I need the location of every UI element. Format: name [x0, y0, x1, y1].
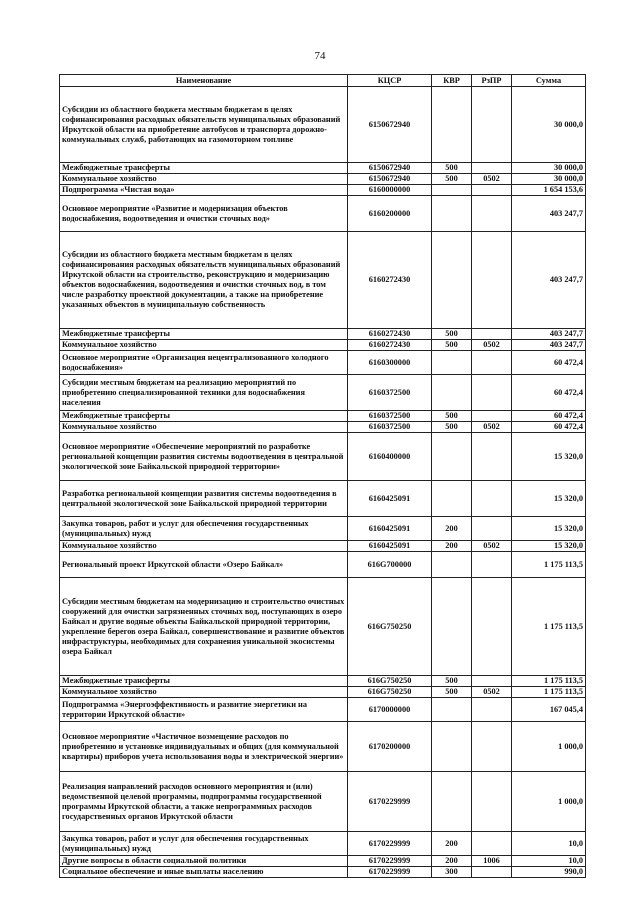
table-row: [60, 433, 586, 481]
cell-sum: 30 000,0: [512, 163, 586, 174]
table-row: [60, 329, 586, 340]
cell-kcsr: 6160300000: [348, 351, 432, 375]
cell-kcsr: 6160200000: [348, 196, 432, 232]
cell-kcsr: 6150672940: [348, 163, 432, 174]
page-number: 74: [314, 50, 326, 62]
cell-name: Коммунальное хозяйство: [60, 687, 348, 698]
table-row: [60, 87, 586, 163]
cell-name: Другие вопросы в области социальной политики: [60, 856, 348, 867]
cell-rzpr: [472, 552, 512, 578]
table-row: [60, 578, 586, 676]
cell-sum: 1 175 113,5: [512, 687, 586, 698]
cell-rzpr: [472, 411, 512, 422]
cell-name: Закупка товаров, работ и услуг для обеспечения государственных (муниципальных) нужд: [60, 832, 348, 856]
table-row: [60, 722, 586, 772]
cell-kvr: 300: [432, 867, 472, 878]
table-row: [60, 832, 586, 856]
table-row: [60, 422, 586, 433]
table-body: [60, 87, 586, 878]
cell-sum: 30 000,0: [512, 87, 586, 163]
cell-kcsr: 616G750250: [348, 578, 432, 676]
cell-kvr: [432, 185, 472, 196]
cell-rzpr: [472, 772, 512, 832]
cell-kcsr: 6160272430: [348, 232, 432, 329]
cell-sum: 60 472,4: [512, 422, 586, 433]
cell-kcsr: 6160372500: [348, 411, 432, 422]
cell-sum: 1 654 153,6: [512, 185, 586, 196]
cell-rzpr: 1006: [472, 856, 512, 867]
cell-kcsr: 6160372500: [348, 375, 432, 411]
cell-sum: 10,0: [512, 832, 586, 856]
cell-sum: 403 247,7: [512, 232, 586, 329]
cell-kvr: [432, 232, 472, 329]
cell-kvr: [432, 772, 472, 832]
cell-sum: 403 247,7: [512, 340, 586, 351]
cell-kcsr: 616G750250: [348, 687, 432, 698]
cell-rzpr: 0502: [472, 422, 512, 433]
cell-kcsr: 6170229999: [348, 856, 432, 867]
cell-name: Межбюджетные трансферты: [60, 329, 348, 340]
cell-rzpr: 0502: [472, 541, 512, 552]
cell-kcsr: 6160425091: [348, 541, 432, 552]
cell-kcsr: 6150672940: [348, 174, 432, 185]
cell-sum: 10,0: [512, 856, 586, 867]
cell-name: Закупка товаров, работ и услуг для обеспечения государственных (муниципальных) нужд: [60, 517, 348, 541]
cell-rzpr: [472, 163, 512, 174]
cell-rzpr: [472, 351, 512, 375]
cell-kvr: 500: [432, 174, 472, 185]
cell-name: Коммунальное хозяйство: [60, 541, 348, 552]
cell-kcsr: 6160000000: [348, 185, 432, 196]
header-kcsr: КЦСР: [348, 75, 432, 87]
cell-name: Субсидии из областного бюджета местным бюджетам в целях софинансирования расходных обязательств муниципальных образований Иркутской области на приобретение автобусов и транспорта дорожно-коммунальных служб, работающих на газомоторном топливе: [60, 87, 348, 163]
cell-rzpr: [472, 832, 512, 856]
cell-name: Основное мероприятие «Обеспечение мероприятий по разработке региональной концепции развития системы водоотведения в центральной экологической зоне Байкальской природной территории»: [60, 433, 348, 481]
cell-rzpr: [472, 329, 512, 340]
table-row: [60, 698, 586, 722]
cell-sum: 1 175 113,5: [512, 676, 586, 687]
cell-sum: 403 247,7: [512, 196, 586, 232]
header-rzpr: РзПР: [472, 75, 512, 87]
table-row: [60, 196, 586, 232]
cell-name: Основное мероприятие «Частичное возмещение расходов по приобретению и установке индивидуальных и общих (для коммунальной квартиры) приборов учета использования воды и электрической энергии»: [60, 722, 348, 772]
table-row: [60, 772, 586, 832]
table-row: [60, 856, 586, 867]
cell-rzpr: [472, 867, 512, 878]
cell-sum: 60 472,4: [512, 411, 586, 422]
cell-rzpr: [472, 232, 512, 329]
cell-sum: 1 000,0: [512, 772, 586, 832]
cell-kcsr: 6160272430: [348, 329, 432, 340]
cell-kvr: 500: [432, 687, 472, 698]
cell-rzpr: [472, 375, 512, 411]
cell-sum: 60 472,4: [512, 351, 586, 375]
cell-rzpr: 0502: [472, 687, 512, 698]
cell-kcsr: 616G750250: [348, 676, 432, 687]
cell-rzpr: [472, 185, 512, 196]
cell-kvr: 500: [432, 422, 472, 433]
cell-name: Субсидии из областного бюджета местным бюджетам в целях софинансирования расходных обязательств муниципальных образований Иркутской области на строительство, реконструкцию и модернизацию объектов водоснабжения, водоотведения и очистки сточных вод, в том числе разработку проектной документации, а также на приобретение указанных объектов в муниципальную собственность: [60, 232, 348, 329]
cell-name: Региональный проект Иркутской области «Озеро Байкал»: [60, 552, 348, 578]
cell-name: Межбюджетные трансферты: [60, 676, 348, 687]
cell-kvr: 200: [432, 832, 472, 856]
cell-kvr: [432, 722, 472, 772]
cell-rzpr: [472, 196, 512, 232]
cell-sum: 60 472,4: [512, 375, 586, 411]
cell-sum: 167 045,4: [512, 698, 586, 722]
cell-sum: 30 000,0: [512, 174, 586, 185]
cell-kcsr: 6160425091: [348, 481, 432, 517]
table-row: [60, 687, 586, 698]
cell-name: Коммунальное хозяйство: [60, 340, 348, 351]
cell-name: Субсидии местным бюджетам на модернизацию и строительство очистных сооружений для очистки загрязненных сточных вод, поступающих в озеро Байкал и другие водные объекты Байкальской природной территории, укрепление берегов озера Байкал, совершенствование и развитие объектов инфраструктуры, необходимых для сохранения уникальной экосистемы озера Байкал: [60, 578, 348, 676]
table-header-row: [60, 75, 586, 87]
table-row: [60, 552, 586, 578]
cell-kcsr: 6170229999: [348, 772, 432, 832]
cell-rzpr: [472, 578, 512, 676]
table-row: [60, 174, 586, 185]
cell-sum: 990,0: [512, 867, 586, 878]
cell-name: Коммунальное хозяйство: [60, 174, 348, 185]
cell-kcsr: 6170200000: [348, 722, 432, 772]
cell-name: Коммунальное хозяйство: [60, 422, 348, 433]
cell-sum: 1 175 113,5: [512, 578, 586, 676]
cell-kcsr: 6170229999: [348, 832, 432, 856]
cell-kcsr: 6170000000: [348, 698, 432, 722]
table-row: [60, 676, 586, 687]
cell-kvr: 200: [432, 541, 472, 552]
table-row: [60, 340, 586, 351]
cell-kvr: 200: [432, 856, 472, 867]
cell-kvr: 200: [432, 517, 472, 541]
header-kvr: КВР: [432, 75, 472, 87]
cell-kvr: 500: [432, 676, 472, 687]
cell-kvr: [432, 578, 472, 676]
cell-kvr: [432, 433, 472, 481]
table-row: [60, 375, 586, 411]
cell-name: Межбюджетные трансферты: [60, 411, 348, 422]
cell-name: Основное мероприятие «Организация нецентрализованного холодного водоснабжения»: [60, 351, 348, 375]
cell-kcsr: 6150672940: [348, 87, 432, 163]
header-sum: Сумма: [512, 75, 586, 87]
table-row: [60, 411, 586, 422]
cell-name: Реализация направлений расходов основного мероприятия и (или) ведомственной целевой программы, подпрограммы государственной программы Иркутской области, а также непрограммных расходов государственных органов Иркутской области: [60, 772, 348, 832]
cell-name: Социальное обеспечение и иные выплаты населению: [60, 867, 348, 878]
header-name: Наименование: [60, 75, 348, 87]
cell-kvr: [432, 698, 472, 722]
cell-rzpr: [472, 698, 512, 722]
cell-kvr: 500: [432, 411, 472, 422]
budget-table: [59, 74, 586, 878]
table-row: [60, 163, 586, 174]
table-row: [60, 481, 586, 517]
table-row: [60, 867, 586, 878]
cell-kcsr: 6160400000: [348, 433, 432, 481]
cell-sum: 15 320,0: [512, 433, 586, 481]
cell-name: Подпрограмма «Чистая вода»: [60, 185, 348, 196]
cell-sum: 1 175 113,5: [512, 552, 586, 578]
cell-kvr: [432, 196, 472, 232]
cell-kvr: [432, 351, 472, 375]
cell-rzpr: [472, 722, 512, 772]
cell-kcsr: 6160272430: [348, 340, 432, 351]
cell-kvr: [432, 552, 472, 578]
cell-sum: 1 000,0: [512, 722, 586, 772]
cell-rzpr: [472, 481, 512, 517]
table-row: [60, 185, 586, 196]
cell-name: Разработка региональной концепции развития системы водоотведения в центральной экологической зоне Байкальской природной территории: [60, 481, 348, 517]
table-row: [60, 517, 586, 541]
cell-kvr: 500: [432, 340, 472, 351]
cell-kvr: 500: [432, 329, 472, 340]
cell-sum: 403 247,7: [512, 329, 586, 340]
cell-sum: 15 320,0: [512, 517, 586, 541]
cell-rzpr: [472, 433, 512, 481]
cell-kcsr: 616G700000: [348, 552, 432, 578]
table-row: [60, 232, 586, 329]
cell-kcsr: 6160425091: [348, 517, 432, 541]
cell-kvr: [432, 87, 472, 163]
cell-kcsr: 6160372500: [348, 422, 432, 433]
cell-kvr: [432, 375, 472, 411]
cell-kvr: [432, 481, 472, 517]
cell-sum: 15 320,0: [512, 481, 586, 517]
cell-rzpr: [472, 517, 512, 541]
cell-rzpr: 0502: [472, 340, 512, 351]
cell-rzpr: 0502: [472, 174, 512, 185]
cell-name: Субсидии местным бюджетам на реализацию мероприятий по приобретению специализированной техники для водоснабжения населения: [60, 375, 348, 411]
table-row: [60, 351, 586, 375]
table-row: [60, 541, 586, 552]
cell-name: Подпрограмма «Энергоэффективность и развитие энергетики на территории Иркутской области»: [60, 698, 348, 722]
cell-rzpr: [472, 676, 512, 687]
cell-kcsr: 6170229999: [348, 867, 432, 878]
cell-name: Основное мероприятие «Развитие и модернизация объектов водоснабжения, водоотведения и очистки сточных вод»: [60, 196, 348, 232]
cell-kvr: 500: [432, 163, 472, 174]
cell-sum: 15 320,0: [512, 541, 586, 552]
cell-name: Межбюджетные трансферты: [60, 163, 348, 174]
cell-rzpr: [472, 87, 512, 163]
